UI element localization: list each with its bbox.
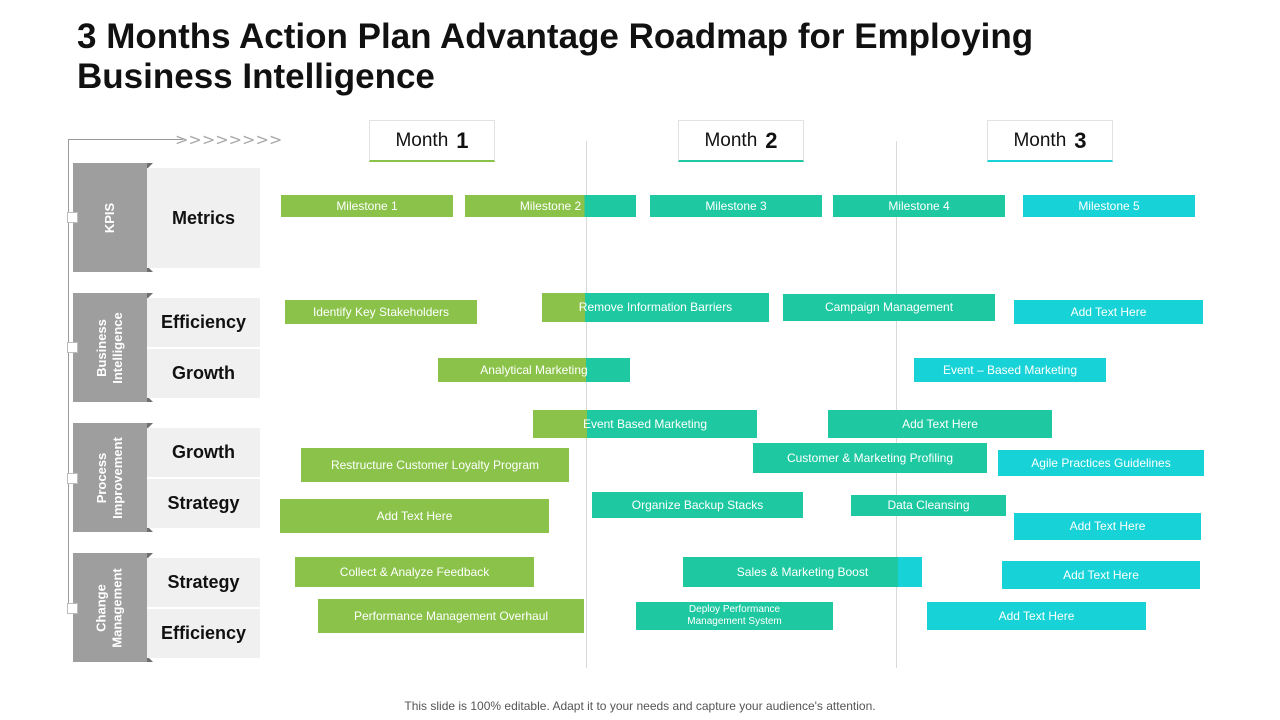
- connector-node: [67, 473, 78, 484]
- task-bar: Add Text Here: [280, 499, 549, 533]
- month-1-header: [369, 120, 495, 162]
- task-bar: Event – Based Marketing: [914, 358, 1106, 382]
- milestone-5: Milestone 5: [1023, 195, 1195, 217]
- row-label-growth: Growth: [147, 428, 260, 477]
- milestone-2: Milestone 2: [465, 195, 636, 217]
- month-1-label: Month: [395, 129, 449, 151]
- month-2-number: 2: [765, 127, 778, 153]
- timeline-arrow-line: [68, 139, 183, 140]
- category-business-intelligence: [73, 293, 147, 402]
- task-bar: Remove Information Barriers: [542, 293, 769, 322]
- row-label-strategy: Strategy: [147, 558, 260, 607]
- task-bar: Organize Backup Stacks: [592, 492, 803, 518]
- slide-title: [77, 17, 1197, 97]
- month-1-number: 1: [456, 127, 469, 153]
- month-2-label: Month: [704, 129, 758, 151]
- task-bar: Campaign Management: [783, 294, 995, 321]
- task-bar: Data Cleansing: [851, 495, 1006, 516]
- category-change-management-label: Change Management: [94, 567, 125, 648]
- category-process-improvement-label: Process Improvement: [94, 436, 126, 519]
- connector-node: [67, 212, 78, 223]
- category-kpis-label: KPIS: [102, 202, 117, 233]
- category-business-intelligence-label: Business Intelligence: [94, 311, 125, 384]
- task-bar: Event Based Marketing: [533, 410, 757, 438]
- category-kpis: [73, 163, 147, 272]
- task-bar: Analytical Marketing: [438, 358, 630, 382]
- category-change-management: [73, 553, 147, 662]
- task-bar: Deploy Performance Management System: [636, 602, 833, 630]
- row-label-efficiency: Efficiency: [147, 609, 260, 658]
- milestone-4: Milestone 4: [833, 195, 1005, 217]
- slide-title-line-2: Business Intelligence: [77, 57, 435, 96]
- task-bar: Collect & Analyze Feedback: [295, 557, 534, 587]
- task-bar: Performance Management Overhaul: [318, 599, 584, 633]
- connector-node: [67, 603, 78, 614]
- task-bar: Add Text Here: [1014, 300, 1203, 324]
- footer-note: This slide is 100% editable. Adapt it to your needs and capture your audience's attention.: [404, 699, 876, 713]
- month-2-header: [678, 120, 804, 162]
- month-3-number: 3: [1074, 127, 1087, 153]
- month-3-label: Month: [1013, 129, 1067, 151]
- task-bar: Add Text Here: [828, 410, 1052, 438]
- month-divider-2: [896, 141, 897, 668]
- row-label-strategy: Strategy: [147, 479, 260, 528]
- connector-node: [67, 342, 78, 353]
- task-bar: Add Text Here: [1014, 513, 1201, 540]
- task-bar: Add Text Here: [1002, 561, 1200, 589]
- chevron-arrows-icon: >>>>>>>>: [175, 130, 283, 149]
- task-bar: Restructure Customer Loyalty Program: [301, 448, 569, 482]
- row-label-growth: Growth: [147, 349, 260, 398]
- row-label-efficiency: Efficiency: [147, 298, 260, 347]
- task-bar: Customer & Marketing Profiling: [753, 443, 987, 473]
- task-bar: Add Text Here: [927, 602, 1146, 630]
- month-3-header: [987, 120, 1113, 162]
- milestone-3: Milestone 3: [650, 195, 822, 217]
- milestone-1: Milestone 1: [281, 195, 453, 217]
- task-bar: Identify Key Stakeholders: [285, 300, 477, 324]
- month-divider-1: [586, 141, 587, 668]
- slide-title-line-1: 3 Months Action Plan Advantage Roadmap for Employing: [77, 17, 1034, 56]
- timeline-vertical-line: [68, 139, 69, 611]
- task-bar: Sales & Marketing Boost: [683, 557, 922, 587]
- row-label-metrics: Metrics: [147, 168, 260, 268]
- category-process-improvement: [73, 423, 147, 532]
- task-bar: Agile Practices Guidelines: [998, 450, 1204, 476]
